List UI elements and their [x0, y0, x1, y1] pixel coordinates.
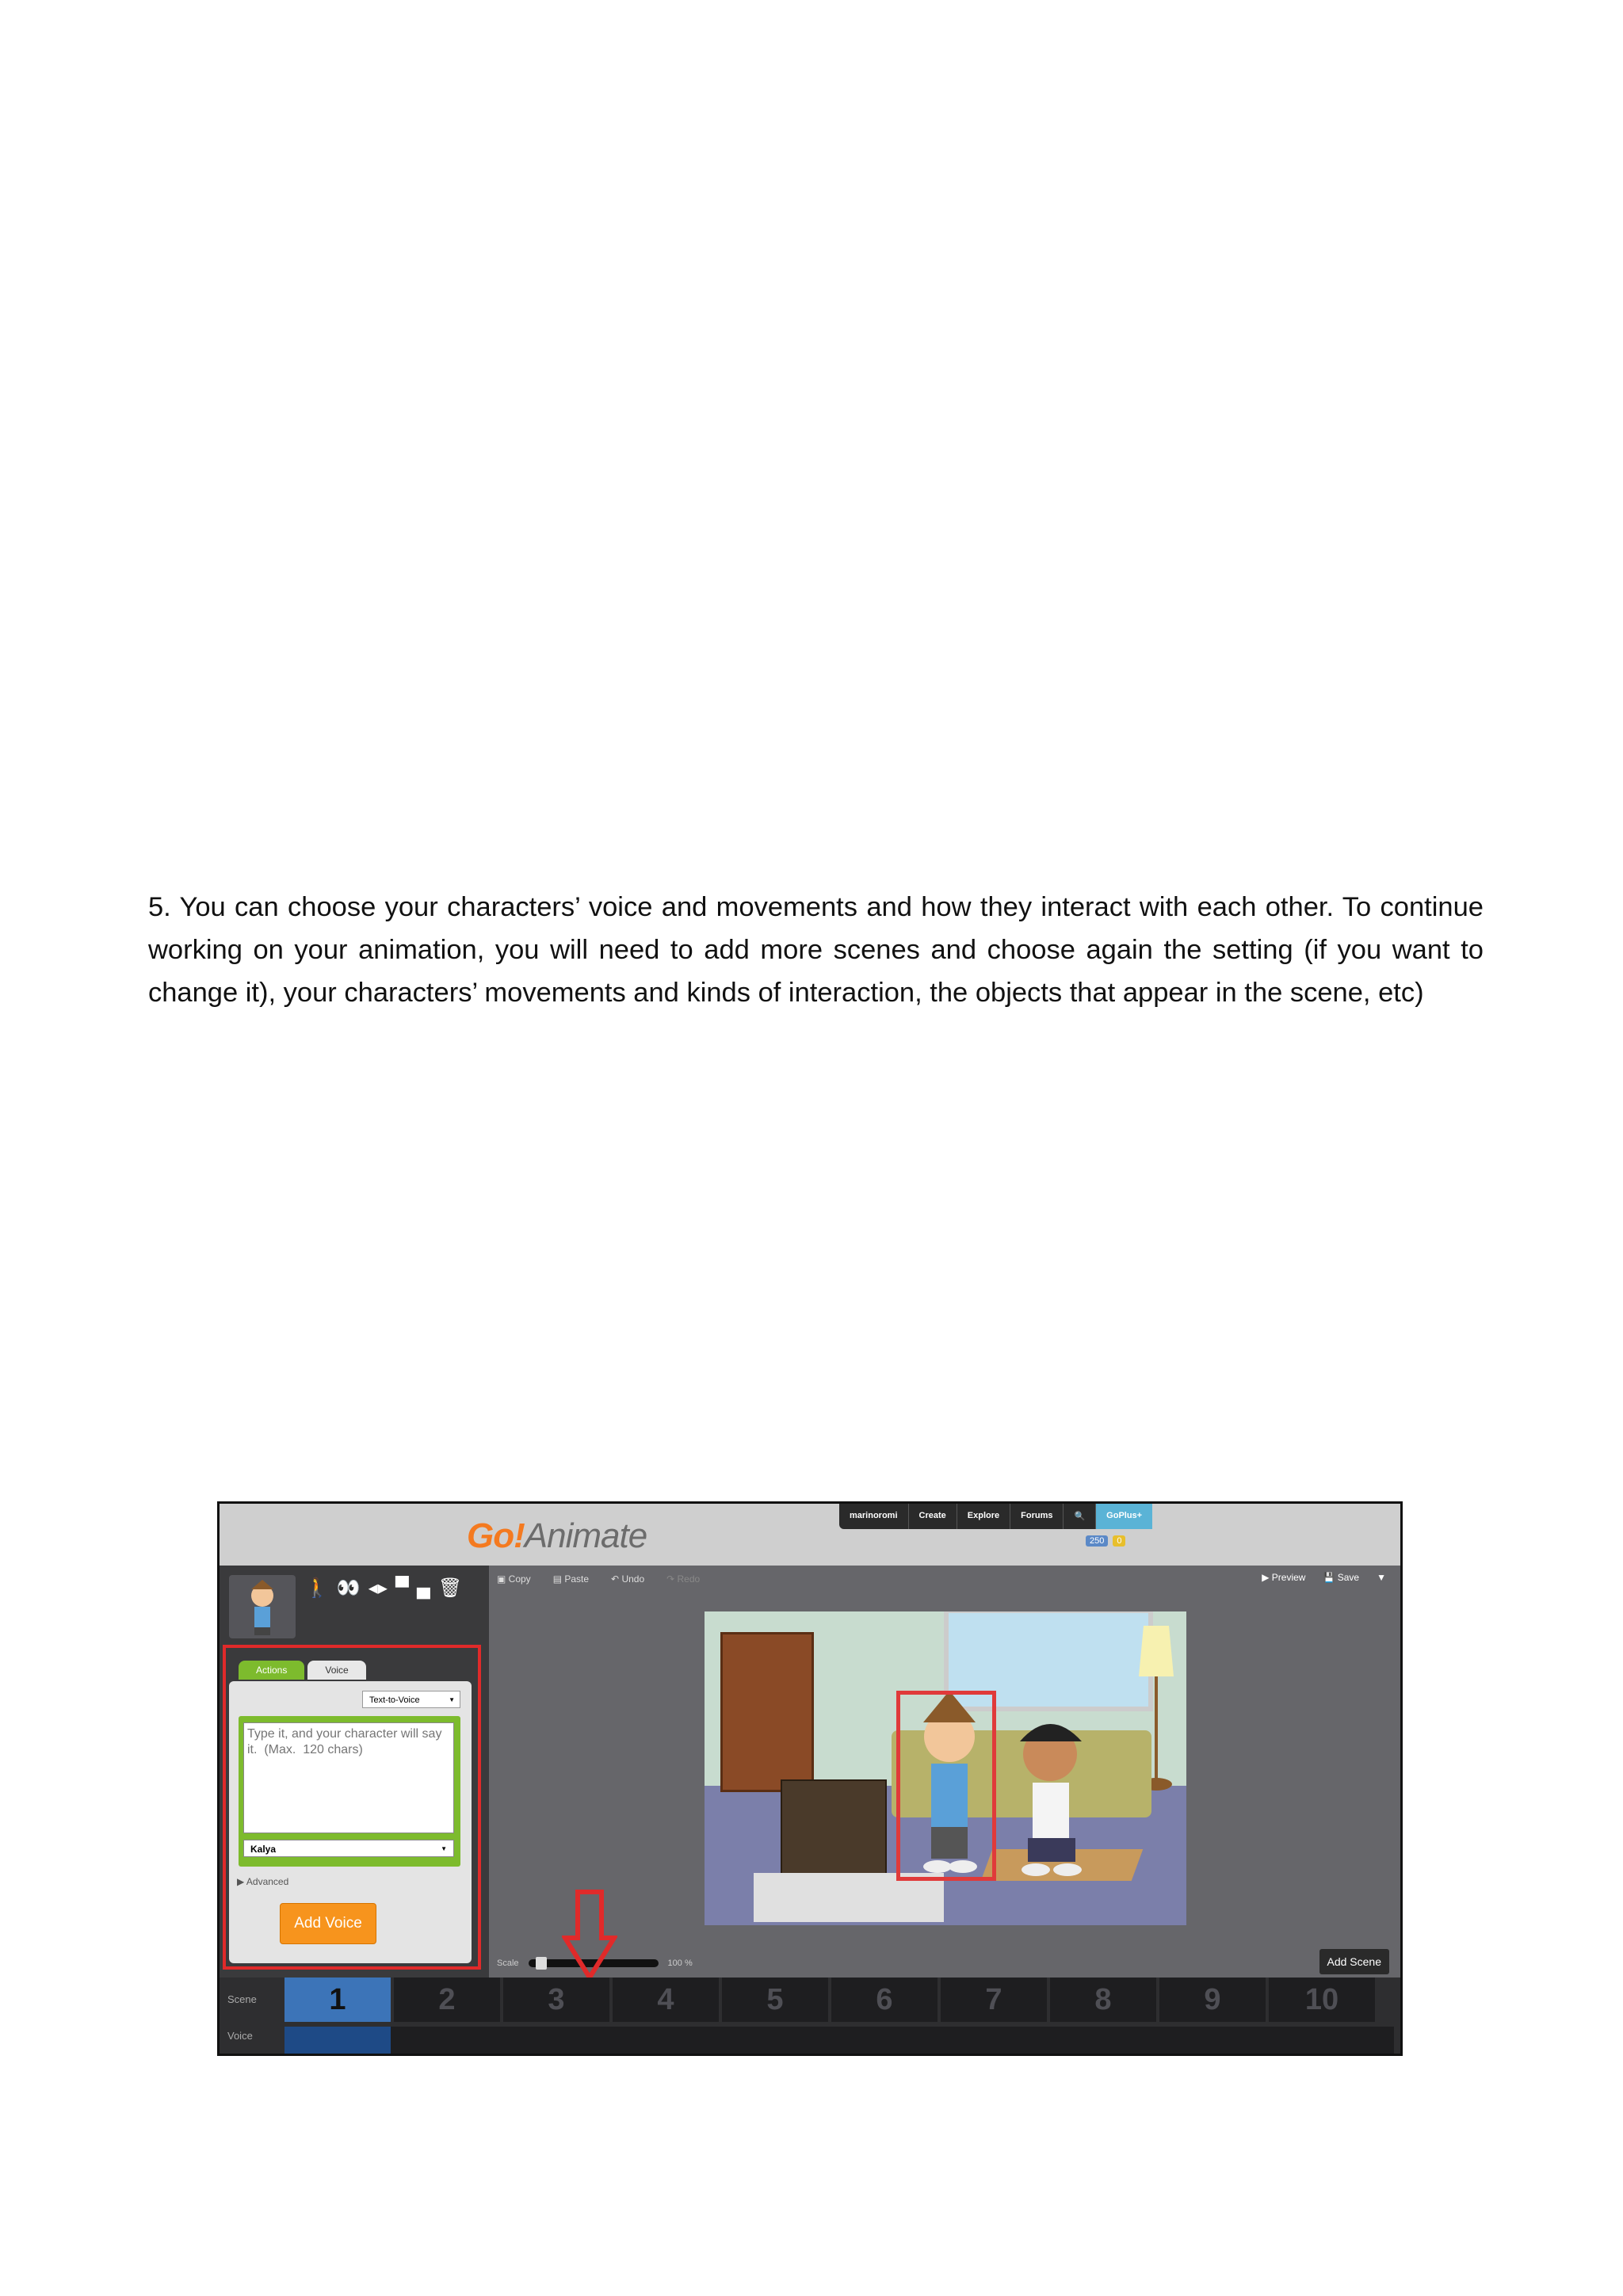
scene-door: [720, 1632, 814, 1792]
scene-row-label: Scene: [227, 1993, 257, 2005]
logo-animate: Animate: [524, 1516, 647, 1555]
character-tools: [305, 1577, 462, 1600]
walk-icon[interactable]: 🚶: [305, 1577, 329, 1599]
advanced-toggle[interactable]: ▶ Advanced: [237, 1876, 289, 1887]
scene-stage[interactable]: [705, 1611, 1186, 1925]
credit-count: 250: [1086, 1535, 1108, 1547]
paste-label: Paste: [564, 1573, 590, 1585]
logo[interactable]: [467, 1516, 647, 1556]
eyes-icon[interactable]: 👀: [336, 1577, 361, 1599]
scene-cell-4[interactable]: 4: [613, 1978, 719, 2022]
top-right-buttons: [1262, 1572, 1386, 1583]
nav-create[interactable]: Create: [909, 1504, 957, 1529]
bring-front-icon[interactable]: ▀: [395, 1577, 409, 1598]
tab-voice[interactable]: Voice: [307, 1661, 365, 1680]
voice-text-input[interactable]: [243, 1722, 454, 1833]
copy-label: Copy: [508, 1573, 531, 1585]
flip-icon[interactable]: ◂▸: [368, 1577, 388, 1599]
goanimate-screenshot: [217, 1501, 1403, 2056]
scene-tv: [781, 1779, 887, 1878]
trash-icon[interactable]: 🗑: [437, 1577, 463, 1599]
scene-cells: [285, 1978, 1375, 2022]
voice-track-segment[interactable]: [285, 2027, 391, 2055]
scene-cell-6[interactable]: 6: [831, 1978, 938, 2022]
save-label: Save: [1337, 1572, 1360, 1583]
instruction-paragraph: 5. You can choose your characters’ voice and movements and how they interact with each other. To continue working on your animation, you will need to add more scenes and choose again the setting (if you want to change it), your characters’ movements and kinds of interaction, the objects that appear in the scene, etc): [148, 892, 1484, 1008]
scene-cell-2[interactable]: 2: [394, 1978, 500, 2022]
scale-value: 100 %: [667, 1958, 693, 1968]
coin-count: 0: [1113, 1535, 1125, 1547]
panel-tabs: [239, 1661, 366, 1680]
add-voice-button[interactable]: Add Voice: [280, 1903, 376, 1944]
preview-button[interactable]: ▶ Preview: [1262, 1572, 1306, 1583]
timeline: [220, 1978, 1400, 2056]
scene-cell-9[interactable]: 9: [1159, 1978, 1266, 2022]
logo-go: Go!: [467, 1516, 525, 1555]
undo-button[interactable]: ↶ Undo: [611, 1573, 645, 1585]
scene-cell-3[interactable]: 3: [503, 1978, 609, 2022]
selection-box[interactable]: [896, 1691, 996, 1881]
menu-chevron-down-icon[interactable]: ▼: [1377, 1572, 1386, 1583]
tab-actions[interactable]: Actions: [239, 1661, 304, 1680]
credits: [1086, 1535, 1125, 1547]
preview-label: Preview: [1271, 1572, 1306, 1583]
voice-row-label: Voice: [227, 2030, 253, 2042]
character-avatar-icon: [229, 1575, 296, 1638]
voice-track[interactable]: [285, 2027, 1394, 2055]
character-girl-icon[interactable]: [1004, 1707, 1099, 1881]
voice-panel: [229, 1681, 472, 1963]
voice-mode-select[interactable]: Text-to-Voice ▼: [362, 1691, 460, 1708]
save-button[interactable]: 💾 Save: [1323, 1572, 1360, 1583]
arrow-down-icon: [562, 1889, 617, 1984]
voice-select[interactable]: Kalya ▼: [243, 1840, 454, 1857]
add-scene-button[interactable]: Add Scene: [1319, 1949, 1390, 1974]
copy-button[interactable]: ▣ Copy: [497, 1573, 531, 1585]
scene-cell-7[interactable]: 7: [941, 1978, 1047, 2022]
scene-cell-5[interactable]: 5: [722, 1978, 828, 2022]
nav-user[interactable]: marinoromi: [839, 1504, 909, 1529]
redo-label: Redo: [677, 1573, 701, 1585]
editor-main: [220, 1566, 1400, 1978]
scene-cell-8[interactable]: 8: [1050, 1978, 1156, 2022]
scale-label: Scale: [497, 1958, 519, 1968]
top-bar: [220, 1504, 1400, 1566]
nav-explore[interactable]: Explore: [957, 1504, 1010, 1529]
advanced-label: Advanced: [246, 1876, 289, 1887]
left-panel: [220, 1566, 489, 1978]
scene-cell-1[interactable]: 1: [285, 1978, 391, 2022]
nav-goplus[interactable]: GoPlus+: [1096, 1504, 1152, 1529]
scale-slider-handle[interactable]: [536, 1957, 547, 1970]
redo-button[interactable]: ↷ Redo: [666, 1573, 701, 1585]
edit-toolbar: [497, 1573, 700, 1585]
top-nav: [839, 1504, 1152, 1529]
undo-label: Undo: [621, 1573, 645, 1585]
paste-button[interactable]: ▤ Paste: [552, 1573, 590, 1585]
voice-input-box: [239, 1716, 460, 1867]
send-back-icon[interactable]: ▄: [416, 1577, 430, 1598]
search-icon[interactable]: 🔍: [1064, 1504, 1096, 1529]
scene-cell-10[interactable]: 10: [1269, 1978, 1375, 2022]
character-thumbnail[interactable]: [229, 1575, 296, 1638]
nav-forums[interactable]: Forums: [1010, 1504, 1064, 1529]
